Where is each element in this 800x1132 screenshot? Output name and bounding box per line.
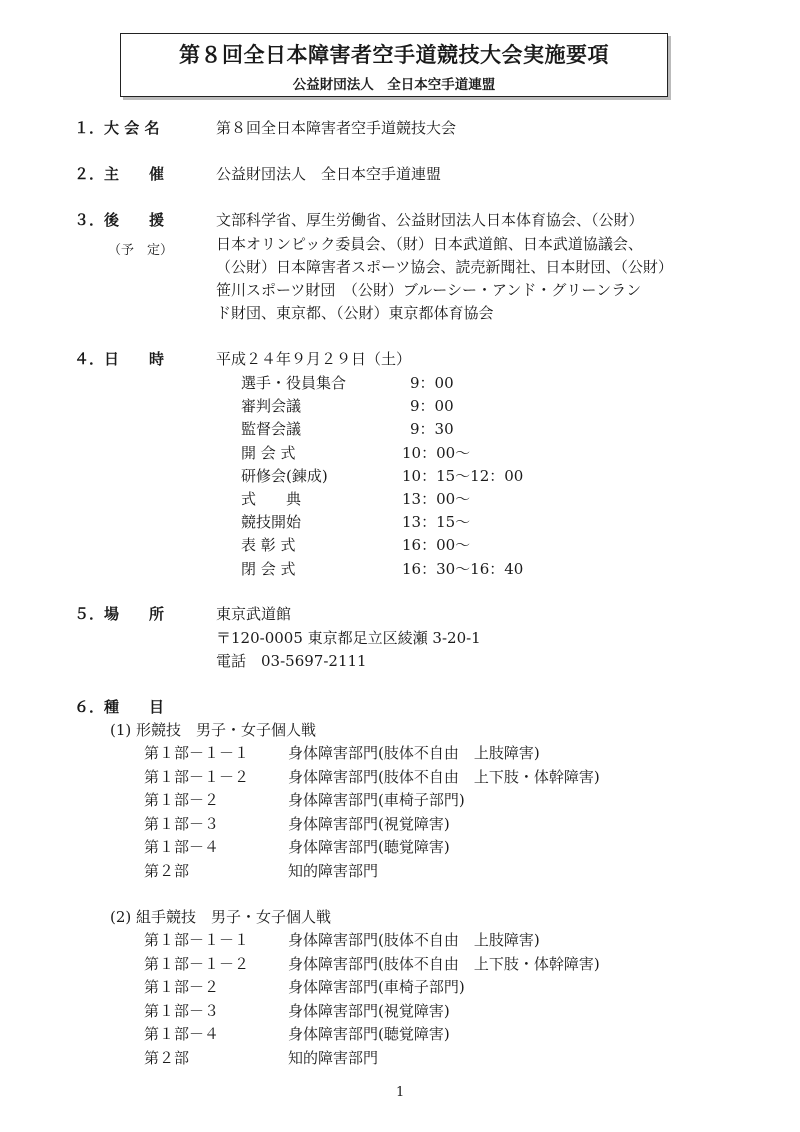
section-3-label: ３．後 援 (74, 211, 165, 229)
section-3-line: 日本オリンピック委員会、（財）日本武道館、日本武道協議会、 (216, 235, 643, 253)
section-1-value: 第８回全日本障害者空手道競技大会 (216, 119, 457, 137)
schedule-item-time: 16：30～16：40 (402, 560, 524, 578)
schedule-item-time: 16：00～ (402, 536, 471, 554)
event-desc: 身体障害部門(視覚障害) (288, 815, 450, 833)
event-code: 第１部－２ (144, 978, 220, 996)
section-4-date: 平成２４年９月２９日（土） (216, 350, 412, 368)
schedule-item-name: 監督会議 (241, 420, 302, 438)
title-box (120, 33, 668, 97)
section-3-note: （予 定） (108, 243, 174, 258)
event-desc: 身体障害部門(肢体不自由 上肢障害) (288, 931, 540, 949)
event-desc: 身体障害部門(聴覚障害) (288, 838, 450, 856)
schedule-item-name: 閉 会 式 (241, 560, 296, 578)
event-code: 第１部－３ (144, 1002, 220, 1020)
event-group-heading: (2) 組手競技 男子・女子個人戦 (110, 908, 332, 926)
section-6-label: ６．種 目 (74, 698, 165, 716)
venue-phone: 電話 03-5697-2111 (216, 652, 367, 670)
event-code: 第１部－４ (144, 838, 220, 856)
event-desc: 身体障害部門(肢体不自由 上下肢・体幹障害) (288, 955, 600, 973)
schedule-item-name: 研修会(錬成) (241, 467, 328, 485)
event-desc: 身体障害部門(肢体不自由 上肢障害) (288, 744, 540, 762)
event-desc: 身体障害部門(聴覚障害) (288, 1025, 450, 1043)
event-code: 第１部－１－２ (144, 768, 250, 786)
event-desc: 身体障害部門(車椅子部門) (288, 978, 465, 996)
section-3-line: 文部科学省、厚生労働省、公益財団法人日本体育協会、（公財） (216, 211, 644, 229)
schedule-item-name: 開 会 式 (241, 444, 296, 462)
event-group-heading: (1) 形競技 男子・女子個人戦 (110, 721, 317, 739)
event-desc: 知的障害部門 (288, 1049, 379, 1067)
schedule-item-name: 式 典 (241, 490, 302, 508)
schedule-item-time: 13：15～ (402, 513, 471, 531)
section-3-line: ド財団、東京都、（公財）東京都体育協会 (216, 304, 494, 322)
section-4-label: ４．日 時 (74, 350, 165, 368)
event-code: 第２部 (144, 1049, 190, 1067)
section-3-line: 笹川スポーツ財団 （公財）ブルーシー・アンド・グリーンラン (216, 281, 642, 299)
schedule-item-time: 9：30 (410, 420, 454, 438)
event-desc: 知的障害部門 (288, 862, 379, 880)
event-desc: 身体障害部門(視覚障害) (288, 1002, 450, 1020)
section-2-value: 公益財団法人 全日本空手道連盟 (216, 165, 442, 183)
venue-name: 東京武道館 (216, 605, 292, 623)
event-code: 第１部－１－２ (144, 955, 250, 973)
schedule-item-name: 表 彰 式 (241, 536, 296, 554)
section-2-label: ２．主 催 (74, 165, 165, 183)
section-5-label: ５．場 所 (74, 605, 165, 623)
schedule-item-time: 13：00～ (402, 490, 471, 508)
page-number: 1 (396, 1085, 405, 1100)
event-code: 第１部－２ (144, 791, 220, 809)
section-1-label: １．大 会 名 (74, 119, 160, 137)
schedule-item-time: 9：00 (410, 397, 454, 415)
event-code: 第２部 (144, 862, 190, 880)
schedule-item-name: 選手・役員集合 (241, 374, 347, 392)
schedule-item-time: 10：15～12：00 (402, 467, 524, 485)
event-code: 第１部－１－１ (144, 744, 250, 762)
schedule-item-time: 9：00 (410, 374, 454, 392)
document-title: 第８回全日本障害者空手道競技大会実施要項 (179, 43, 609, 67)
event-code: 第１部－３ (144, 815, 220, 833)
document-subtitle: 公益財団法人 全日本空手道連盟 (292, 77, 496, 93)
event-desc: 身体障害部門(車椅子部門) (288, 791, 465, 809)
schedule-item-name: 競技開始 (241, 513, 302, 531)
venue-address: 〒120-0005 東京都足立区綾瀬 3-20-1 (216, 629, 481, 647)
schedule-item-time: 10：00～ (402, 444, 471, 462)
section-3-line: （公財）日本障害者スポーツ協会、読売新聞社、日本財団、（公財） (216, 258, 673, 276)
event-desc: 身体障害部門(肢体不自由 上下肢・体幹障害) (288, 768, 600, 786)
schedule-item-name: 審判会議 (241, 397, 302, 415)
event-code: 第１部－４ (144, 1025, 220, 1043)
event-code: 第１部－１－１ (144, 931, 250, 949)
